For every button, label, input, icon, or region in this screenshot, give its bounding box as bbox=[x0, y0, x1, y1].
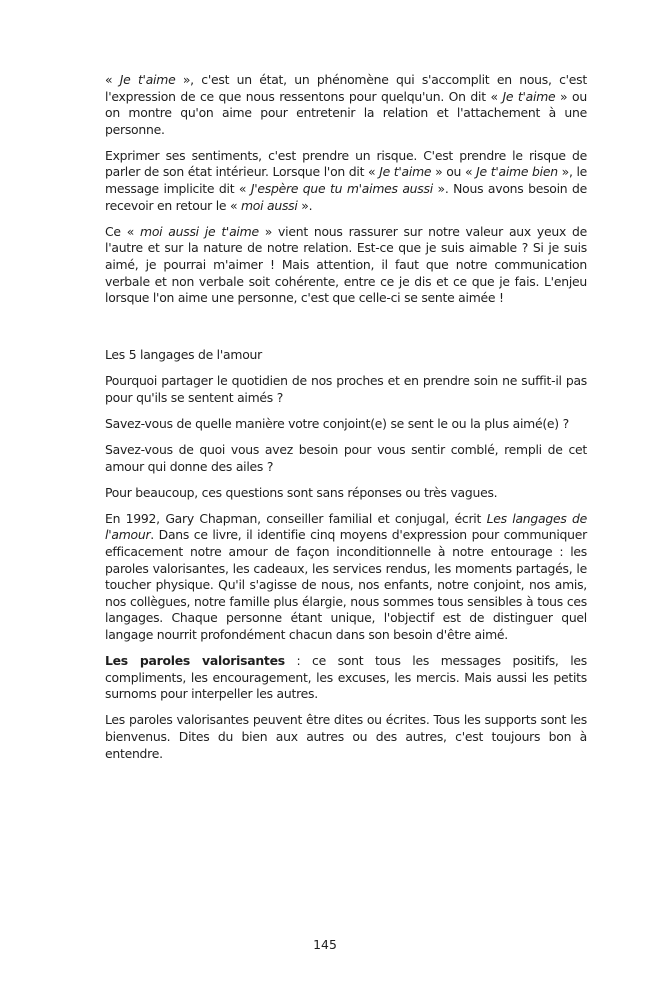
text-run: . Dans ce livre, il identifie cinq moyens d'expression pour communiquer efficacement notre amour de façon inconditionnelle à notre entourage : les paroles valorisantes, les cadeaux, les services rendus, les moments partagés, le toucher physique. Qu'il s'agisse de nous, nos enfants, notre conjoint, nos amis, nos collègues, notre famille plus élargie, nous sommes tous sensibles à tous ces langages. Chaque personne étant unique, l'objectif est de distinguer quel langage nourrit profondément chacun dans son besoin d'être aimé. bbox=[105, 527, 587, 643]
term-bold: Les paroles valorisantes bbox=[105, 653, 285, 669]
paragraph-paroles-valorisantes bbox=[105, 653, 587, 703]
italic-quote: Je t'aime bbox=[119, 72, 176, 87]
section-spacer bbox=[105, 316, 587, 347]
text-run: » vient nous rassurer sur notre valeur aux yeux de l'autre et sur la nature de notre relation. Est-ce que je suis aimable ? Si je suis aimé, je pourrai m'aimer ! Mais attention, il faut que notre communication verbale et non verbale soit cohérente, entre ce je dis et ce que je fais. L'enjeu lorsque l'on aime une personne, c'est que celle-ci se sente aimée ! bbox=[105, 223, 587, 306]
italic-quote: moi aussi je t'aime bbox=[140, 223, 259, 239]
paragraph-exprimer-sentiments bbox=[105, 148, 587, 214]
text-run: », le message implicite dit « bbox=[105, 164, 588, 197]
text-run: En 1992, Gary Chapman, conseiller familial et conjugal, écrit bbox=[105, 510, 487, 526]
italic-quote: Je t'aime bbox=[502, 88, 556, 104]
page-number: 145 bbox=[313, 937, 337, 952]
text-run: » ou « bbox=[431, 164, 477, 180]
paragraph-vague-answers: Pour beaucoup, ces questions sont sans réponses ou très vagues. bbox=[105, 484, 498, 500]
paragraph-je-taime-definition bbox=[105, 72, 587, 138]
question-paragraph: Savez-vous de quelle manière votre conjoint(e) se sent le ou la plus aimé(e) ? bbox=[105, 416, 569, 431]
text-run: ». Nous avons besoin de recevoir en retour le « bbox=[105, 181, 587, 213]
italic-quote: moi aussi bbox=[240, 197, 298, 213]
italic-quote: J'espère que tu m'aimes aussi bbox=[250, 181, 433, 197]
text-run: Exprimer ses sentiments, c'est prendre un risque. C'est prendre le risque de parler de son état intérieur. Lorsque l'on dit « bbox=[105, 147, 587, 180]
paragraph-chapman bbox=[105, 511, 587, 644]
text-run: « bbox=[105, 72, 120, 87]
paragraph-moi-aussi bbox=[105, 224, 587, 307]
section-heading: Les 5 langages de l'amour bbox=[105, 347, 262, 363]
italic-quote: Je t'aime bien bbox=[476, 164, 558, 180]
text-run: Ce « bbox=[105, 223, 141, 239]
text-run: ». bbox=[297, 197, 313, 213]
question-paragraph: Savez-vous de quoi vous avez besoin pour vous sentir comblé, rempli de cet amour qui donne des ailes ? bbox=[105, 442, 587, 474]
question-paragraph: Pourquoi partager le quotidien de nos proches et en prendre soin ne suffit-il pas pour qu'ils se sentent aimés ? bbox=[105, 373, 587, 405]
italic-quote: Je t'aime bbox=[379, 164, 432, 180]
text-run: » ou on montre qu'on aime pour entretenir la relation et l'attachement à une personne. bbox=[105, 88, 587, 137]
paragraph-supports: Les paroles valorisantes peuvent être dites ou écrites. Tous les supports sont les bienvenus. Dites du bien aux autres ou des autres, c'est toujours bon à entendre. bbox=[105, 712, 587, 761]
page-body bbox=[105, 72, 587, 772]
text-run: : ce sont tous les messages positifs, les compliments, les encouragement, les excuses, les mercis. Mais aussi les petits surnoms pour interpeller les autres. bbox=[105, 653, 587, 702]
text-run: », c'est un état, un phénomène qui s'accomplit en nous, c'est l'expression de ce que nous ressentons pour quelqu'un. On dit « bbox=[105, 72, 587, 104]
book-title: Les langages de l'amour bbox=[105, 510, 587, 543]
